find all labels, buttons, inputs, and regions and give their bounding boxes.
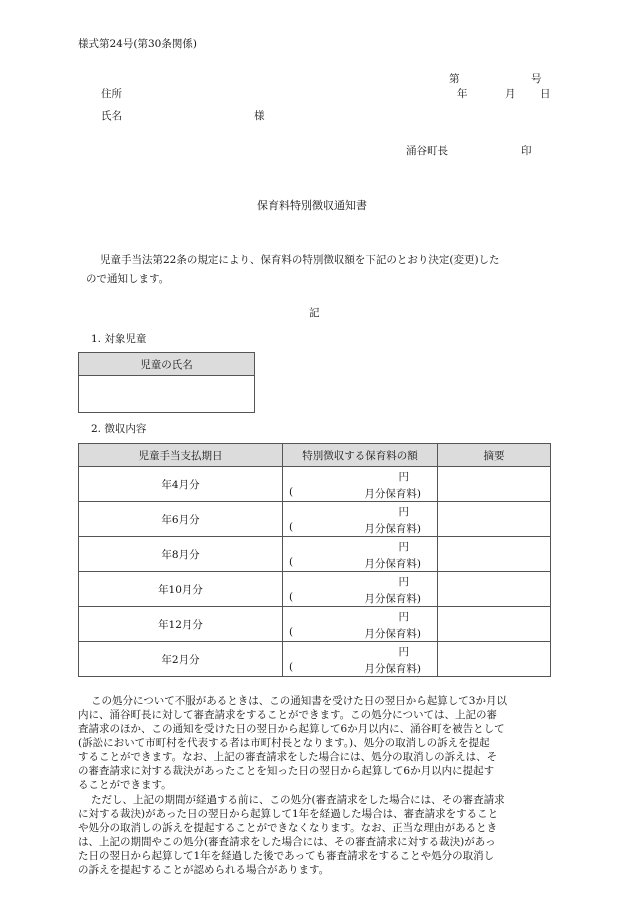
yen-label: 円	[398, 646, 409, 658]
form-number: 様式第24号(第30条関係)	[78, 38, 197, 50]
month-fee-note: 月分保育料)	[364, 628, 421, 640]
month-fee-note: 月分保育料)	[364, 663, 421, 675]
remarks-header: 摘要	[438, 444, 551, 467]
amount-cell	[283, 502, 438, 537]
paren-open: (	[289, 521, 294, 533]
target-child-table	[78, 352, 255, 413]
amount-cell	[283, 537, 438, 572]
date-day-label: 日	[540, 88, 551, 100]
paren-open: (	[289, 661, 294, 673]
remarks-cell	[438, 642, 551, 677]
remarks-cell	[438, 537, 551, 572]
table-row	[79, 607, 551, 642]
document-number-prefix: 第	[449, 73, 460, 85]
collection-table	[78, 443, 551, 677]
ki-label: 記	[309, 307, 320, 319]
intro-line-1: 児童手当法第22条の規定により、保育料の特別徴収額を下記のとおり決定(変更)した	[100, 254, 500, 266]
remarks-cell	[438, 572, 551, 607]
period-cell: 年12月分	[79, 607, 283, 642]
issuer-name: 涌谷町長	[406, 145, 448, 157]
paren-open: (	[289, 486, 294, 498]
child-name-header: 児童の氏名	[79, 353, 255, 376]
seal-mark: 印	[521, 145, 532, 157]
period-cell: 年2月分	[79, 642, 283, 677]
section-2-heading: 2. 徴収内容	[91, 423, 147, 435]
period-cell: 年4月分	[79, 467, 283, 502]
amount-cell	[283, 642, 438, 677]
amount-cell	[283, 572, 438, 607]
amount-cell	[283, 467, 438, 502]
yen-label: 円	[398, 611, 409, 623]
amount-header: 特別徴収する保育料の額	[283, 444, 438, 467]
month-fee-note: 月分保育料)	[364, 593, 421, 605]
table-row	[79, 642, 551, 677]
notice-line: は、上記の期間やこの処分(審査請求をした場合には、その審査請求に対する裁決)があっ	[78, 836, 496, 848]
month-fee-note: 月分保育料)	[364, 558, 421, 570]
remarks-cell	[438, 502, 551, 537]
section-1-heading: 1. 対象児童	[91, 333, 147, 345]
table-row	[79, 502, 551, 537]
intro-line-2: ので通知します。	[86, 273, 170, 285]
period-cell: 年10月分	[79, 572, 283, 607]
address-label: 住所	[101, 88, 122, 100]
table-row	[79, 572, 551, 607]
notice-line: この処分について不服があるときは、この通知書を受けた日の翌日から起算して3か月以	[91, 695, 507, 707]
notice-line: 査請求のほか、この通知を受けた日の翌日から起算して6か月以内に、涌谷町を被告として	[78, 723, 505, 735]
period-cell: 年6月分	[79, 502, 283, 537]
paren-open: (	[289, 591, 294, 603]
remarks-cell	[438, 467, 551, 502]
month-fee-note: 月分保育料)	[364, 488, 421, 500]
yen-label: 円	[398, 506, 409, 518]
notice-line: た日の翌日から起算して1年を経過した後であっても審査請求をすることや処分の取消し	[78, 850, 495, 862]
paren-open: (	[289, 556, 294, 568]
notice-line: に対する裁決)があった日の翌日から起算して1年を経過した場合は、審査請求をすること	[78, 808, 499, 820]
payment-date-header: 児童手当支払期日	[79, 444, 283, 467]
yen-label: 円	[398, 576, 409, 588]
remarks-cell	[438, 607, 551, 642]
notice-line: の訴えを提起することが認められる場合があります。	[78, 864, 330, 876]
yen-label: 円	[398, 471, 409, 483]
child-name-cell	[79, 376, 255, 413]
document-title: 保育料特別徴収通知書	[257, 199, 367, 212]
notice-line: や処分の取消しの訴えを提起することができなくなります。なお、正当な理由があるとき	[78, 822, 498, 834]
document-number-suffix: 号	[531, 73, 542, 85]
notice-line: 内に、涌谷町長に対して審査請求をすることができます。この処分については、上記の審	[78, 709, 497, 721]
table-row	[79, 467, 551, 502]
name-label: 氏名	[101, 110, 122, 122]
notice-line: (訴訟において市町村を代表する者は市町村長となります。)、処分の取消しの訴えを提起	[78, 737, 490, 749]
amount-cell	[283, 607, 438, 642]
honorific-label: 様	[254, 110, 265, 122]
month-fee-note: 月分保育料)	[364, 523, 421, 535]
yen-label: 円	[398, 541, 409, 553]
date-year-label: 年	[457, 88, 468, 100]
notice-line: ただし、上記の期間が経過する前に、この処分(審査請求をした場合には、その審査請求	[91, 794, 505, 806]
notice-line: の審査請求に対する裁決があったことを知った日の翌日から起算して6か月以内に提起す	[78, 765, 495, 777]
notice-line: ることができます。	[78, 779, 172, 791]
table-row	[79, 537, 551, 572]
date-month-label: 月	[505, 88, 516, 100]
period-cell: 年8月分	[79, 537, 283, 572]
paren-open: (	[289, 626, 294, 638]
notice-line: することができます。なお、上記の審査請求をした場合には、処分の取消しの訴えは、そ	[78, 751, 498, 763]
